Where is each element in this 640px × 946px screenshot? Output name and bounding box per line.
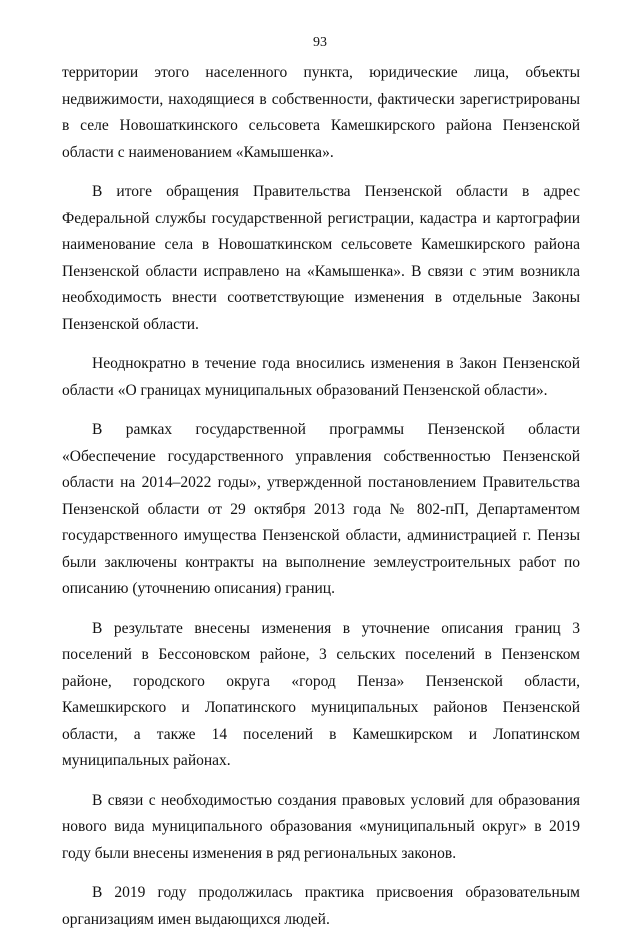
paragraph-7: В 2019 году продолжилась практика присвоения образовательным организациям имен выдающихся людей. bbox=[62, 884, 580, 928]
paragraph-1: территории этого населенного пункта, юридические лица, объекты недвижимости, находящиеся в собственности, фактически зарегистрированы в селе Новошаткинского сельсовета Камешкирского района Пензенской области с наименованием «Камышенка». bbox=[62, 64, 580, 161]
paragraph-2: В итоге обращения Правительства Пензенской области в адрес Федеральной службы государственной регистрации, кадастра и картографии наименование села в Новошаткинском сельсовете Камешкирского района Пензенской области исправлено на «Камышенка». В связи с этим возникла необходимость внести соответствующие изменения в отдельные Законы Пензенской области. bbox=[62, 183, 580, 333]
paragraph-5: В результате внесены изменения в уточнение описания границ 3 поселений в Бессоновском районе, 3 сельских поселений в Пензенском районе, городского округа «город Пенза» Пензенской области, Камешкирского и Лопатинского муниципальных районов Пензенской области, а также 14 поселений в Камешкирском и Лопатинском муниципальных районах. bbox=[62, 619, 580, 769]
paragraph-6: В связи с необходимостью создания правовых условий для образования нового вида муниципального образования «муниципальный округ» в 2019 году были внесены изменения в ряд региональных законов. bbox=[62, 791, 580, 862]
paragraph-3: Неоднократно в течение года вносились изменения в Закон Пензенской области «О границах муниципальных образований Пензенской области». bbox=[62, 355, 580, 399]
page-number: 93 bbox=[313, 35, 327, 50]
document-body bbox=[62, 60, 580, 946]
paragraph-4: В рамках государственной программы Пензенской области «Обеспечение государственного управления собственностью Пензенской области на 2014–2022 годы», утвержденной постановлением Правительства Пензенской области от 29 октября 2013 года № 802-пП, Департаментом государственного имущества Пензенской области, администрацией г. Пензы были заключены контракты на выполнение землеустроительных работ по описанию (уточнению описания) границ. bbox=[62, 421, 580, 597]
